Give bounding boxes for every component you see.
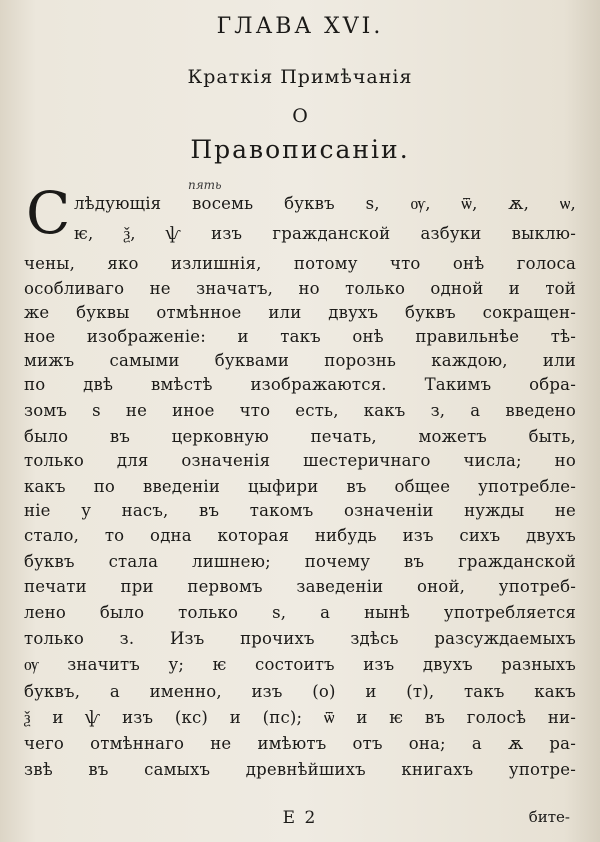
text-line: же буквы отмѣнное или двухъ буквъ сокращен- [24,303,576,322]
subtitle: Краткія Примѣчанія [187,66,413,88]
text-line: буквъ, а именно, изъ (о) и (т), такъ какъ [24,682,576,701]
text-line: было въ церковную печать, можетъ быть, [24,427,576,446]
chapter-title: ГЛАВА XVI. [216,14,384,39]
text-line: стало, то одна которая нибудь изъ сихъ двухъ [24,526,576,545]
text-line: лено было только ѕ, а нынѣ употребляется [24,603,576,622]
text-line: какъ по введеніи цыфири въ общее употребле- [24,477,576,496]
text-line: ное изображеніе: и такъ онѣ правильнѣе тѣ- [24,327,576,346]
text-line: особливаго не значатъ, но только одной и той [24,279,576,298]
text-line: печати при первомъ заведеніи оной, употреб- [24,577,576,596]
text-line: ніе у насъ, въ такомъ означеніи нужды не [24,501,576,520]
text-line: чего отмѣннаго не имѣютъ отъ она; а ѫ ра- [24,734,576,753]
text-line: буквъ стала лишнею; почему въ гражданской [24,552,576,571]
text-line: только з. Изъ прочихъ здѣсь разсуждаемыхъ [24,629,576,648]
text-line: зомъ ѕ не иное что есть, какъ з, а введено [24,401,576,420]
text-line: мижъ самыми буквами порознь каждою, или [24,351,576,370]
drop-cap: С [26,179,71,247]
page-heading: Правописаніи. [190,135,410,164]
text-line: ѯ и ѱ изъ (кс) и (пс); ѿ и ѥ въ голосѣ ни- [24,708,576,727]
text-line: ѥ, ѯ, ѱ изъ гражданской азбуки выклю- [74,224,576,243]
text-line: чены, яко излишнія, потому что онѣ голоса [24,254,576,273]
text-line: только для означенія шестеричнаго числа; но [24,451,576,470]
catchword: бите- [528,808,570,826]
text-line: лѣдующія восемь буквъ ѕ, ѹ, ѿ, ѫ, ѡ, [74,194,576,213]
text-line: ѹ значитъ у; ѥ состоитъ изъ двухъ разныхъ [24,655,576,674]
preposition: О [292,105,308,127]
signature-mark: Е 2 [282,808,318,828]
handwritten-note: пять [188,178,222,192]
text-line: звѣ въ самыхъ древнѣйшихъ книгахъ употре- [24,760,576,779]
text-line: по двѣ вмѣстѣ изображаются. Такимъ обра- [24,375,576,394]
